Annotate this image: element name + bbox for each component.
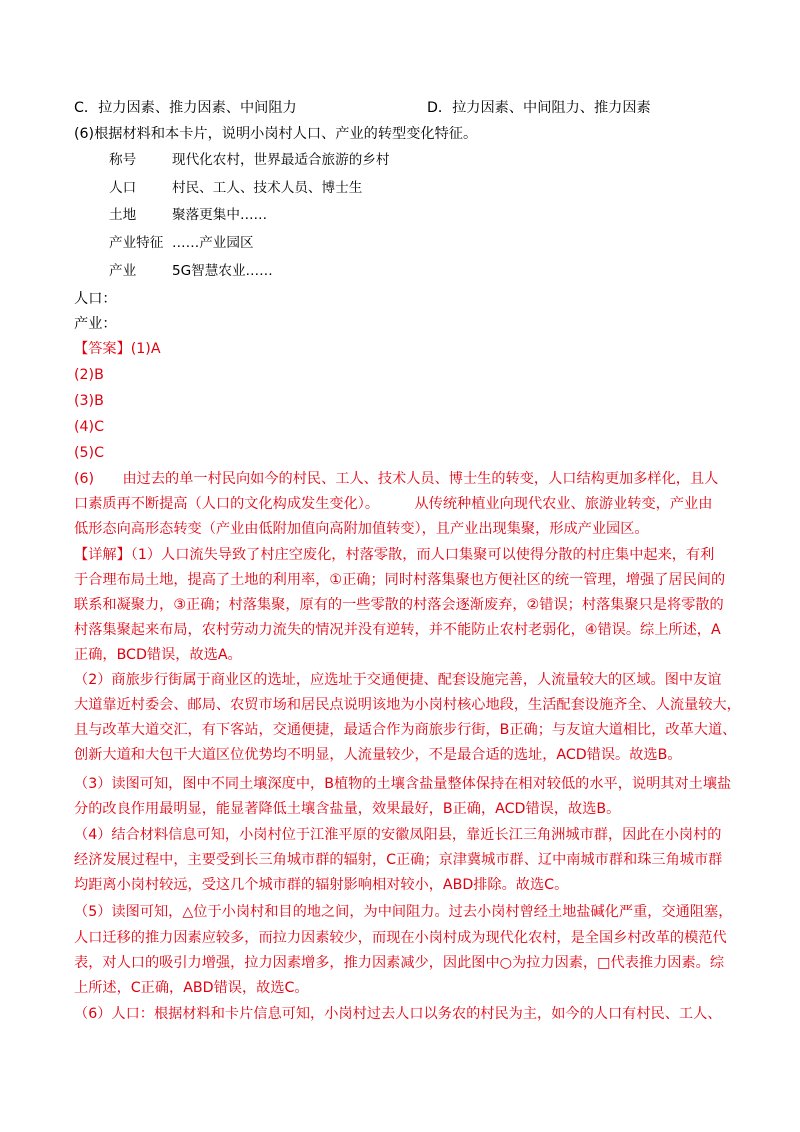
card-value: 村民、工人、技术人员、博士生 bbox=[172, 180, 363, 196]
explanation-line: 经济发展过程中，主要受到长三角城市群的辐射，C正确；京津冀城市群、辽中南城市群和珠三角城市群 bbox=[74, 852, 723, 868]
card-value: 现代化农村，世界最适合旅游的乡村 bbox=[172, 152, 390, 168]
explanation-line: 均距离小岗村较远，受这几个城市群的辐射影响相对较小，ABD排除。故选C。 bbox=[74, 877, 569, 893]
explanation-line: （2）商旅步行街属于商业区的选址，应选址于交通便捷、配套设施完善，人流量较大的区域。图中友谊 bbox=[74, 672, 722, 688]
explanation-line: （3）读图可知，图中不同土壤深度中，B植物的土壤含盐量整体保持在相对较低的水平，说明其对土壤盐 bbox=[74, 776, 732, 792]
explanation-line: 分的改良作用最明显，能显著降低土壤含盐量，效果最好，B正确，ACD错误，故选B。 bbox=[74, 801, 621, 817]
answer-3: (3)B bbox=[74, 393, 104, 409]
card-key: 土地 bbox=[109, 207, 137, 223]
answer-6-line: (6) 由过去的单一村民向如今的村民、工人、技术人员、博士生的转变，人口结构更加多样化，且人 bbox=[74, 471, 719, 487]
explanation-line: 且与改革大道交汇，有下客站，交通便捷，最适合作为商旅步行街，B正确；与友谊大道相比，改革大道、 bbox=[74, 722, 737, 738]
question-6: (6)根据材料和本卡片，说明小岗村人口、产业的转型变化特征。 bbox=[74, 126, 478, 142]
explanation-line: 联系和凝聚力，③正确；村落集聚，原有的一些零散的村落会逐渐废弃，②错误；村落集聚只是将零散的 bbox=[74, 597, 724, 613]
options-row bbox=[74, 98, 651, 118]
card-key: 人口 bbox=[109, 180, 137, 196]
answer-4: (4)C bbox=[74, 419, 105, 435]
explanation-line: （5）读图可知，△位于小岗村和目的地之间，为中间阻力。过去小岗村曾经土地盐碱化严重，交通阻塞， bbox=[74, 904, 733, 920]
answer-5: (5)C bbox=[74, 445, 105, 461]
explanation-line: 于合理布局土地，提高了土地的利用率，①正确；同时村落集聚也方便社区的统一管理，增强了居民间的 bbox=[74, 572, 726, 588]
explanation-line: （6）人口：根据材料和卡片信息可知，小岗村过去人口以务农的村民为主，如今的人口有村民、工人、 bbox=[74, 1006, 722, 1022]
answer-6-line: 口素质再不断提高（人口的文化构成发生变化）。 从传统种植业向现代农业、旅游业转变，产业由 bbox=[74, 496, 713, 512]
explanation-line: 大道靠近村委会、邮局、农贸市场和居民点说明该地为小岗村核心地段，生活配套设施齐全、人流量较大， bbox=[74, 697, 741, 713]
explanation-line: 正确，BCD错误，故选A。 bbox=[74, 647, 242, 663]
answer-6-line: 低形态向高形态转变（产业由低附加值向高附加值转变），且产业出现集聚，形成产业园区。 bbox=[74, 521, 649, 537]
industry-prompt: 产业： bbox=[74, 316, 117, 332]
explanation-line: 村落集聚起来布局，农村劳动力流失的情况并没有逆转，并不能防止农村老弱化，④错误。综上所述，A bbox=[74, 622, 721, 638]
population-prompt: 人口： bbox=[74, 291, 117, 307]
option-d: D．拉力因素、中间阻力、推力因素 bbox=[427, 100, 651, 116]
explanation-line: 【详解】（1）人口流失导致了村庄空废化，村落零散，而人口集聚可以使得分散的村庄集中起来，有利 bbox=[74, 547, 715, 563]
card-key: 称号 bbox=[109, 152, 137, 168]
answer-1: 【答案】(1)A bbox=[74, 341, 161, 357]
explanation-line: 人口迁移的推力因素应较多，而拉力因素较少，而现在小岗村成为现代化农村，是全国乡村改革的模范代 bbox=[74, 930, 727, 946]
card-key: 产业 bbox=[109, 263, 137, 279]
answer-2: (2)B bbox=[74, 367, 104, 383]
card-value: 5G智慧农业…… bbox=[172, 263, 273, 279]
card-key: 产业特征 bbox=[109, 235, 164, 251]
explanation-line: 创新大道和大包干大道区位优势均不明显，人流量较少，不是最合适的选址，ACD错误。故选B。 bbox=[74, 747, 682, 763]
explanation-line: 表，对人口的吸引力增强，拉力因素增多，推力因素减少，因此图中○为拉力因素，□代表推力因素。综 bbox=[74, 955, 725, 971]
card-value: ……产业园区 bbox=[172, 235, 254, 251]
explanation-line: 上所述，C正确，ABD错误，故选C。 bbox=[74, 980, 309, 996]
option-c: C．拉力因素、推力因素、中间阻力 bbox=[74, 100, 297, 116]
explanation-line: （4）结合材料信息可知，小岗村位于江淮平原的安徽凤阳县，靠近长江三角洲城市群，因此在小岗村的 bbox=[74, 827, 722, 843]
card-value: 聚落更集中…… bbox=[172, 207, 268, 223]
